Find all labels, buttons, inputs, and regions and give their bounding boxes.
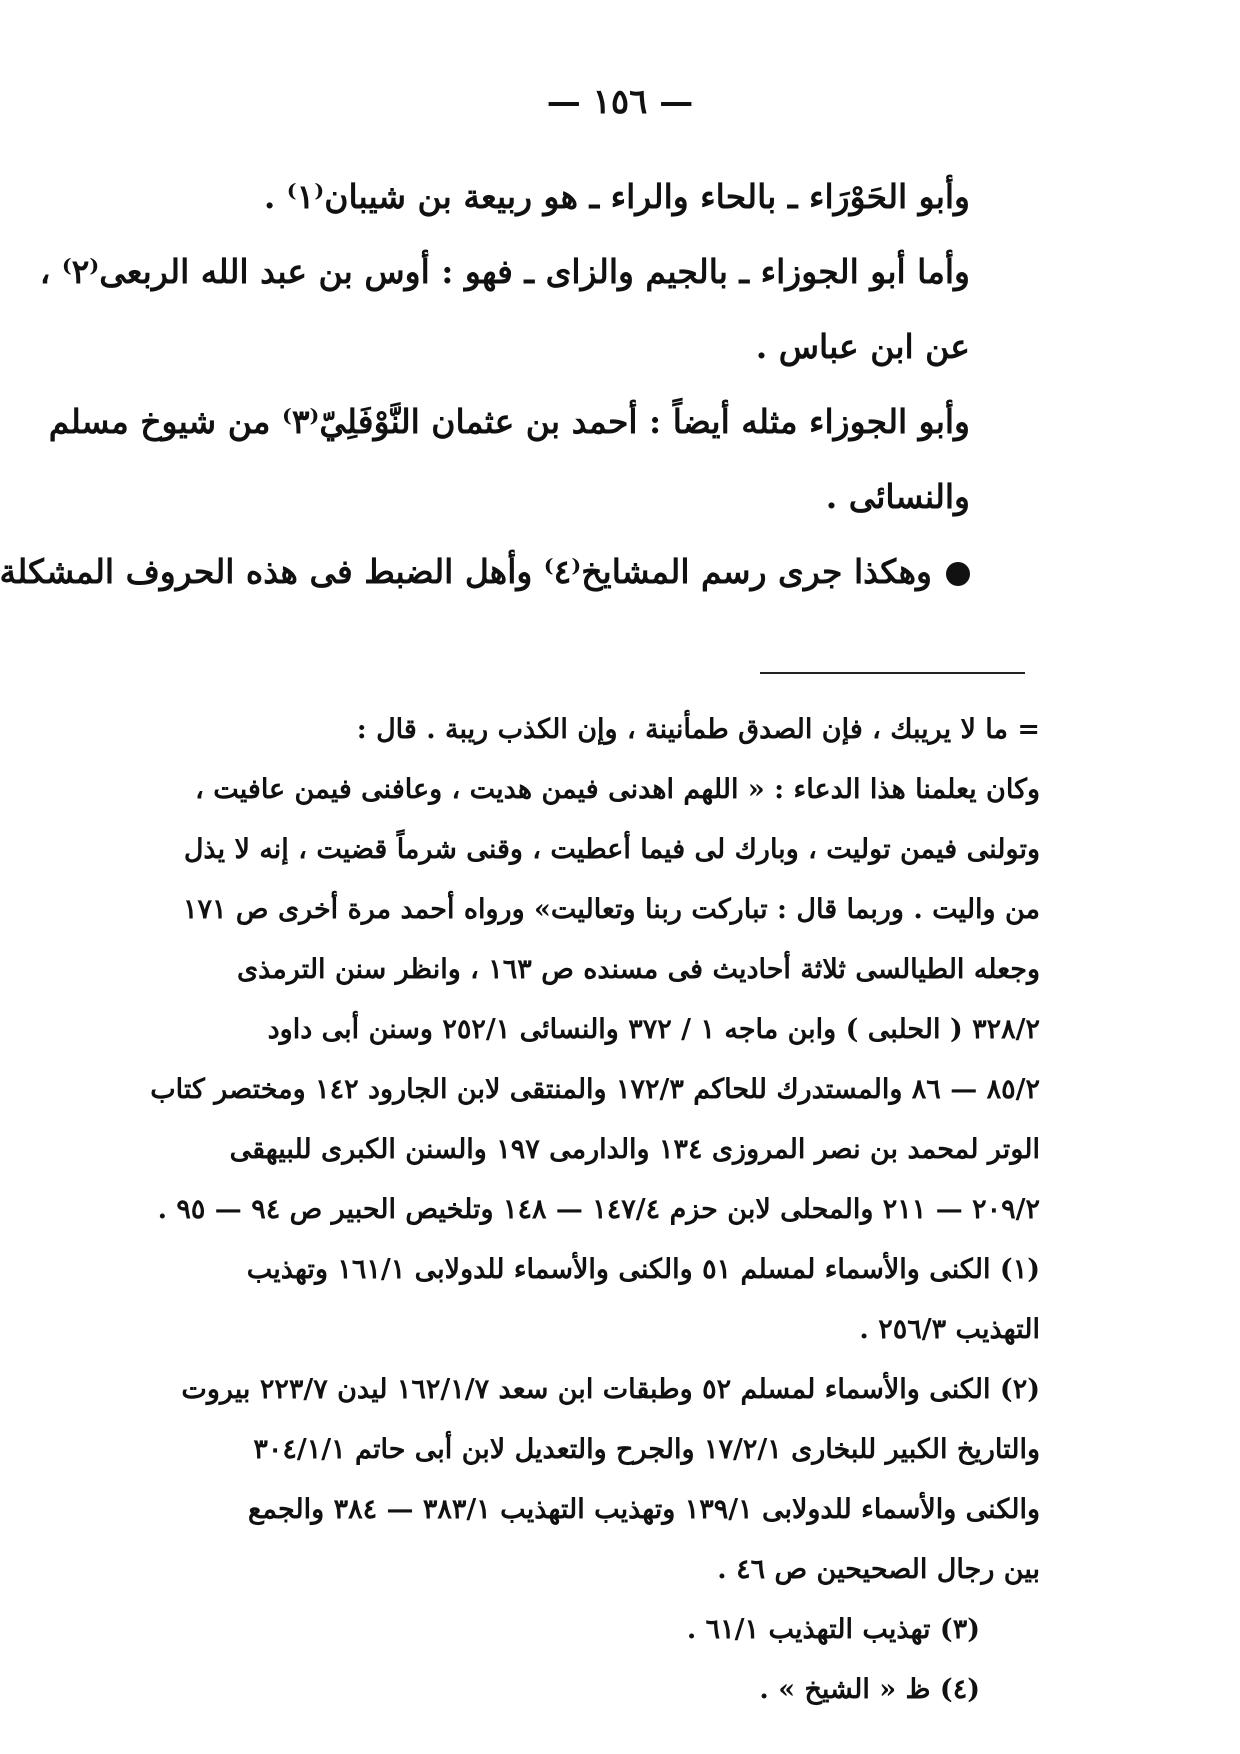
footnote-line: وجعله الطيالسى ثلاثة أحاديث فى مسنده ص ١٦٣ ، وانظر سنن الترمذى [237, 954, 1040, 985]
footnotes [150, 700, 1040, 1720]
page-number: — ١٥٦ — [546, 82, 694, 122]
main-text [0, 162, 970, 612]
footnote-line: (١) الكنى والأسماء لمسلم ٥١ والكنى والأسماء للدولابى ١٦١/١ وتهذيب [246, 1254, 1040, 1285]
footnote-line: التهذيب ٢٥٦/٣ . [859, 1314, 1040, 1345]
footnote-line: (٤) ظ « الشيخ » . [759, 1674, 980, 1705]
footnote-line: = ما لا يريبك ، فإن الصدق طمأنينة ، وإن الكذب ريبة . قال : [356, 714, 1040, 745]
footnote-line: والكنى والأسماء للدولابى ١٣٩/١ وتهذيب التهذيب ٣٨٣/١ — ٣٨٤ والجمع [248, 1494, 1040, 1525]
footnote-separator-gap [832, 665, 862, 667]
footnote-line: الوتر لمحمد بن نصر المروزى ١٣٤ والدارمى ١٩٧ والسنن الكبرى للبيهقى [229, 1134, 1040, 1165]
footnote-line: وكان يعلمنا هذا الدعاء : « اللهم اهدنى فيمن هديت ، وعافنى فيمن عافيت ، [195, 774, 1040, 805]
footnote-line: ٢٠٩/٢ — ٢١١ والمحلى لابن حزم ١٤٧/٤ — ١٤٨ وتلخيص الحبير ص ٩٤ — ٩٥ . [157, 1194, 1040, 1225]
bullet-icon [946, 562, 970, 586]
footnote-line: من واليت . وربما قال : تباركت ربنا وتعاليت» ورواه أحمد مرة أخرى ص ١٧١ [183, 894, 1040, 925]
footnote-line: (٣) تهذيب التهذيب ٦١/١ . [686, 1614, 980, 1645]
footnote-line: وتولنى فيمن توليت ، وبارك لى فيما أعطيت ، وقنى شرماً قضيت ، إنه لا يذل [183, 834, 1040, 865]
footnote-line: ٣٢٨/٢ ( الحلبى ) وابن ماجه ١ / ٣٧٢ والنسائى ٢٥٢/١ وسنن أبى داود [267, 1014, 1040, 1045]
body-line: وأما أبو الجوزاء ـ بالجيم والزاى ـ فهو : أوس بن عبد الله الربعى⁽٢⁾ ، [39, 252, 970, 291]
body-line-text: وهكذا جرى رسم المشايخ⁽٤⁾ وأهل الضبط فى هذه الحروف المشكلة [0, 552, 932, 591]
body-line: وأبو الحَوْرَاء ـ بالحاء والراء ـ هو ربيعة بن شيبان⁽١⁾ . [263, 177, 970, 216]
body-line: والنسائى . [825, 477, 970, 516]
body-line-with-bullet [0, 532, 970, 612]
body-line: عن ابن عباس . [755, 327, 970, 366]
footnote-line: والتاريخ الكبير للبخارى ١٧/٢/١ والجرح والتعديل لابن أبى حاتم ٣٠٤/١/١ [253, 1434, 1040, 1465]
body-line: وأبو الجوزاء مثله أيضاً : أحمد بن عثمان النَّوْفَلِيّ⁽٣⁾ من شيوخ مسلم [48, 402, 970, 441]
footnote-line: (٢) الكنى والأسماء لمسلم ٥٢ وطبقات ابن سعد ١٦٢/١/٧ ليدن ٢٢٣/٧ بيروت [181, 1374, 1040, 1405]
footnote-line: ٨٥/٢ — ٨٦ والمستدرك للحاكم ١٧٢/٣ والمنتقى لابن الجارود ١٤٢ ومختصر كتاب [150, 1074, 1040, 1105]
footnote-separator [760, 672, 1025, 674]
footnote-line: بين رجال الصحيحين ص ٤٦ . [717, 1554, 1040, 1585]
